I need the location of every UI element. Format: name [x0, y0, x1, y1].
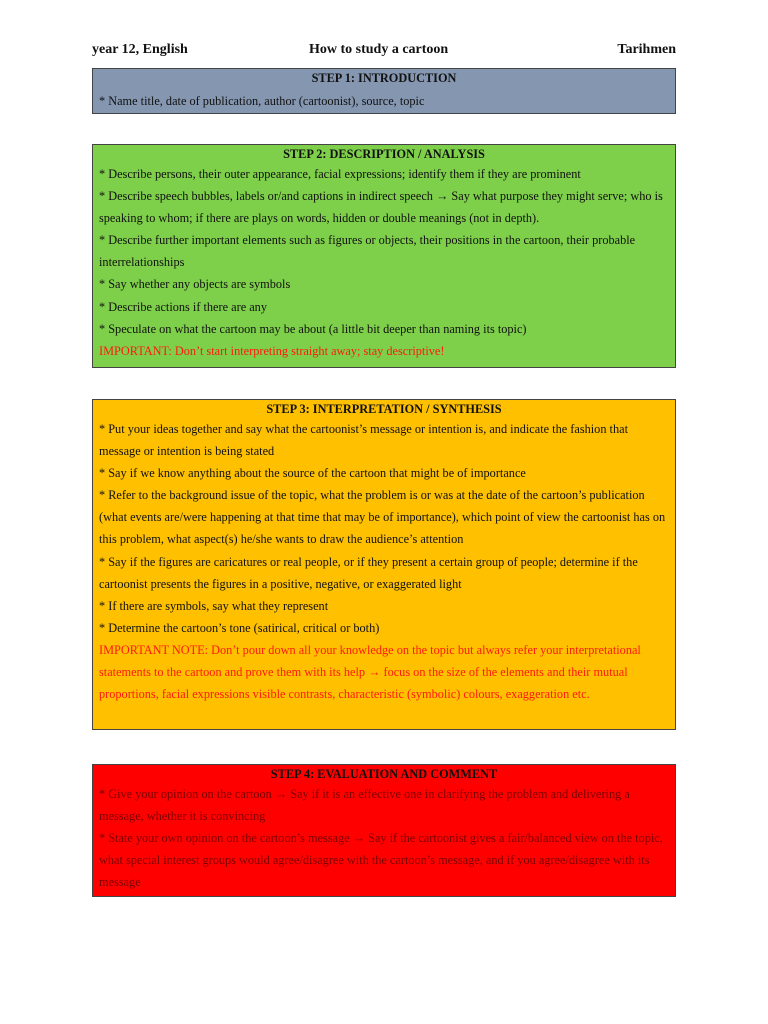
step-2-line: * Describe speech bubbles, labels or/and captions in indirect speech → Say what purpose they might serve; who is speaking to whom; if there are plays on words, hidden or double meanings (not in depth).	[99, 189, 663, 226]
step-3-line: * Say if the figures are caricatures or real people, or if they present a certain group of people; determine if the cartoonist presents the figures in a positive, negative, or exaggerated light	[99, 554, 638, 591]
step-2-line: * Say whether any objects are symbols	[99, 277, 291, 292]
step-4-line: * State your own opinion on the cartoon’s message → Say if the cartoonist gives a fair/balanced view on the topic, what special interest groups would agree/disagree with the cartoon’s message, and if you agree/disagree with its message	[99, 831, 663, 890]
step-3-box	[92, 399, 676, 730]
step-3-line: * Refer to the background issue of the topic, what the problem is or was at the date of the cartoon’s publication (what events are/were happening at that time that may be of importance), which point of view the cartoonist has on this problem, what aspect(s) he/she wants to draw the audience’s attention	[99, 488, 666, 547]
step-2-line: * Describe persons, their outer appearance, facial expressions; identify them if they are prominent	[99, 167, 581, 181]
step-4-title: STEP 4: EVALUATION AND COMMENT	[270, 767, 498, 781]
header-author: Tarihmen	[617, 42, 676, 57]
step-2-line: * Describe actions if there are any	[99, 299, 267, 314]
step-2-title: STEP 2: DESCRIPTION / ANALYSIS	[283, 147, 485, 161]
step-1-title: STEP 1: INTRODUCTION	[311, 71, 457, 85]
step-4-line: * Give your opinion on the cartoon → Say if it is an effective one in clarifying the problem and delivering a message, whether it is convincing	[99, 787, 630, 824]
step-3-line: * If there are symbols, say what they represent	[99, 598, 329, 613]
step-4-box	[92, 764, 676, 897]
step-3-line: * Say if we know anything about the source of the cartoon that might be of importance	[99, 466, 526, 481]
step-2-box	[92, 144, 676, 368]
step-2-line: * Speculate on what the cartoon may be about (a little bit deeper than naming its topic)	[99, 321, 527, 336]
step-3-title: STEP 3: INTERPRETATION / SYNTHESIS	[266, 402, 502, 416]
step-2-important-note: IMPORTANT: Don’t start interpreting straight away; stay descriptive!	[99, 343, 445, 358]
step-1-box	[92, 68, 676, 114]
page-header	[92, 42, 676, 62]
step-2-line: * Describe further important elements such as figures or objects, their positions in the cartoon, their probable interrelationships	[99, 233, 636, 270]
step-3-line: * Put your ideas together and say what the cartoonist’s message or intention is, and indicate the fashion that message or intention is being stated	[99, 422, 628, 459]
header-course: year 12, English	[92, 42, 188, 57]
header-title: How to study a cartoon	[309, 42, 449, 57]
step-3-important-note: IMPORTANT NOTE: Don’t pour down all your knowledge on the topic but always refer your interpretational statements to the cartoon and prove them with its help → focus on the size of the elements and their mutual proportions, facial expressions visible contrasts, characteristic (symbolic) colours, exaggeration etc.	[99, 642, 641, 702]
step-3-line: * Determine the cartoon’s tone (satirical, critical or both)	[99, 620, 380, 635]
step-1-line: * Name title, date of publication, author (cartoonist), source, topic	[99, 94, 425, 108]
